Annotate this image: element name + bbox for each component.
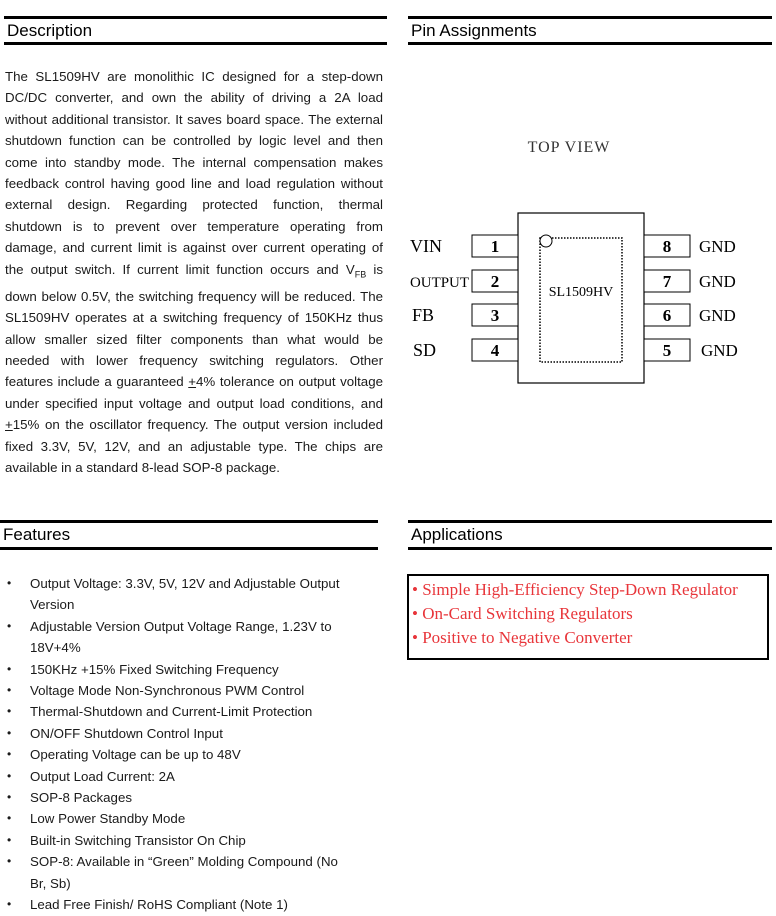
pin-diagram [400, 120, 772, 390]
pin-name: GND [699, 237, 736, 256]
features-list [4, 573, 376, 916]
feature-item: • Adjustable Version Output Voltage Range, 1.23V to 18V+4% [4, 616, 376, 659]
feature-item: • Lead Free Finish/ RoHS Compliant (Note 1) [4, 894, 376, 915]
pin-5 [644, 339, 738, 361]
feature-item: • SOP-8: Available in “Green” Molding Compound (No Br, Sb) [4, 851, 376, 894]
description-text-3: 4% tolerance on output voltage under specified input voltage and output load conditions, and [5, 374, 383, 411]
application-item: • On-Card Switching Regulators [412, 604, 633, 623]
pin-2 [410, 270, 518, 292]
feature-item: • Thermal-Shutdown and Current-Limit Protection [4, 701, 376, 722]
features-heading: Features [0, 520, 378, 550]
feature-item: • Output Voltage: 3.3V, 5V, 12V and Adjustable Output Version [4, 573, 376, 616]
top-view-label: TOP VIEW [527, 139, 611, 156]
pin-number: 5 [662, 341, 672, 360]
plus-minus-sign: + [5, 417, 13, 433]
feature-item: • Voltage Mode Non-Synchronous PWM Control [4, 680, 376, 701]
pin-name: GND [701, 341, 738, 360]
pin-7 [644, 270, 736, 292]
pin-number: 3 [490, 306, 500, 325]
feature-item: • ON/OFF Shutdown Control Input [4, 723, 376, 744]
application-item: • Simple High-Efficiency Step-Down Regulator [412, 580, 738, 599]
plus-minus-sign: + [188, 374, 197, 390]
feature-item: • Operating Voltage can be up to 48V [4, 744, 376, 765]
description-body [5, 66, 383, 478]
description-text-1: The SL1509HV are monolithic IC designed for a step-down DC/DC converter, and own the ability of driving a 2A load without additional transistor. It saves board space. The external shutdown function can be controlled by logic level and then come into standby mode. The internal compensation makes feedback control having good line and load regulation without external design. Regarding protected function, thermal shutdown is to prevent over temperature operating from damage, and current limit is against over current operating of the output switch. If current limit function occurs and V [5, 69, 383, 277]
pin-assignments-heading: Pin Assignments [408, 16, 772, 45]
pin-1 [410, 235, 518, 257]
vfb-subscript: FB [354, 269, 367, 280]
pin-number: 1 [490, 237, 500, 256]
pin-name: OUTPUT [410, 275, 469, 291]
pin-number: 7 [662, 272, 672, 291]
pin-3 [412, 304, 518, 326]
pin-6 [644, 304, 736, 326]
description-text-4: 15% on the oscillator frequency. The output version included fixed 3.3V, 5V, 12V, and an adjustable type. The chips are available in a standard 8-lead SOP-8 package. [5, 417, 383, 475]
pin-number: 8 [662, 237, 672, 256]
chip-label: SL1509HV [548, 285, 614, 300]
feature-item: • Output Load Current: 2A [4, 766, 376, 787]
pin-number: 4 [490, 341, 500, 360]
description-paragraph [5, 66, 383, 478]
application-item: • Positive to Negative Converter [412, 628, 633, 647]
pin-number: 6 [662, 306, 672, 325]
pin-name: SD [413, 340, 437, 360]
pin-name: FB [412, 305, 435, 325]
feature-item: • Built-in Switching Transistor On Chip [4, 830, 376, 851]
applications-box [407, 574, 769, 660]
pin-name: VIN [410, 236, 442, 256]
pin-name: GND [699, 306, 736, 325]
pin-4 [413, 339, 518, 361]
feature-item: • 150KHz +15% Fixed Switching Frequency [4, 659, 376, 680]
pin-number: 2 [490, 272, 500, 291]
applications-heading: Applications [408, 520, 772, 550]
pin-8 [644, 235, 736, 257]
description-heading: Description [4, 16, 387, 45]
description-text-2: is down below 0.5V, the switching frequency will be reduced. The SL1509HV operates at a switching frequency of 150KHz thus allow smaller sized filter components than what would be needed with lower frequency switching regulators. Other features include a guaranteed [5, 261, 383, 390]
pin1-marker [540, 235, 552, 247]
pin-name: GND [699, 272, 736, 291]
feature-item: • SOP-8 Packages [4, 787, 376, 808]
feature-item: • Low Power Standby Mode [4, 808, 376, 829]
